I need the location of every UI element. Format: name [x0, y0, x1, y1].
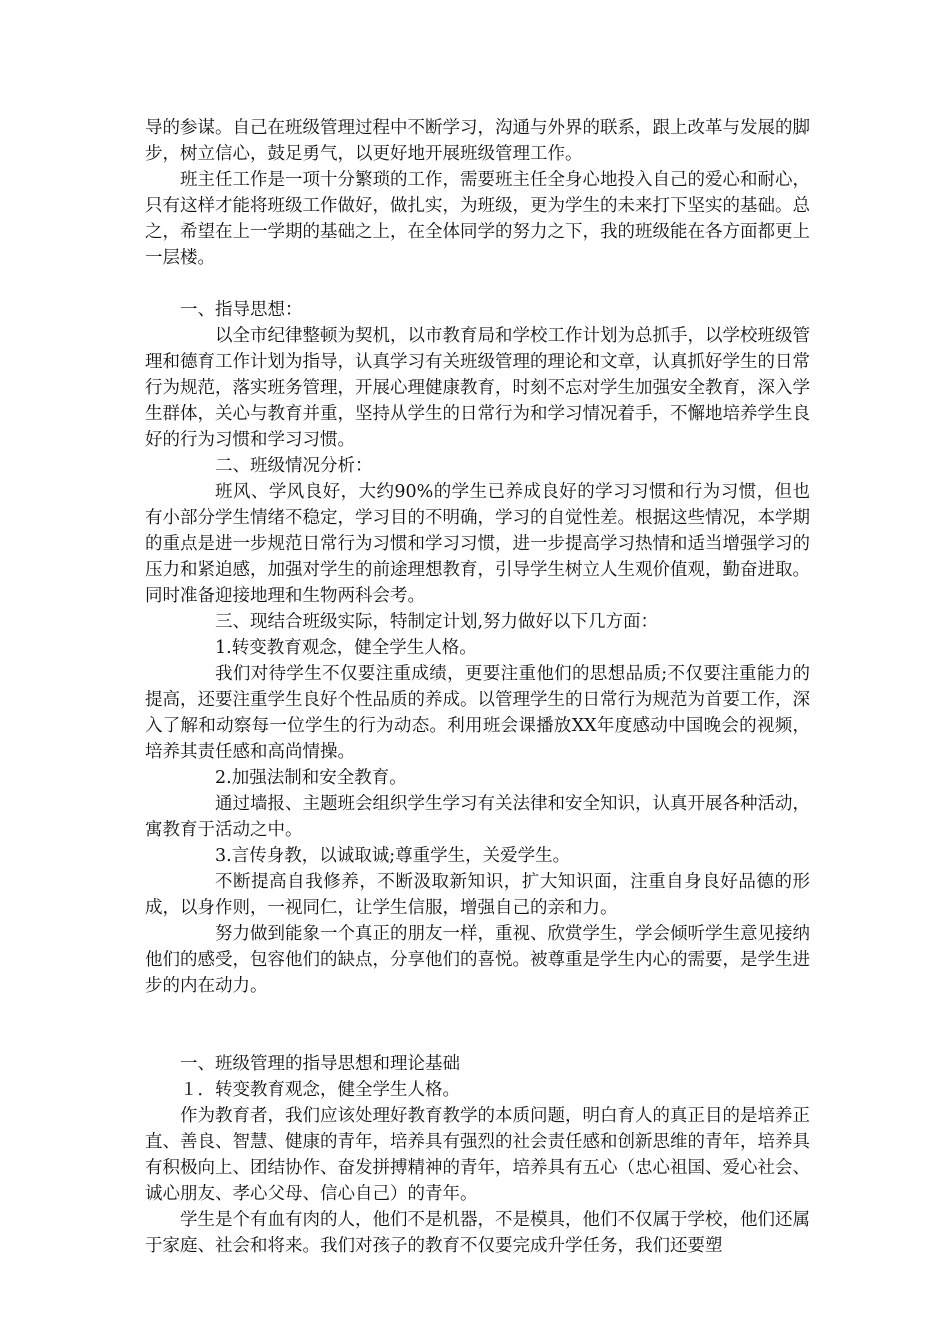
paragraph-educator: 作为教育者，我们应该处理好教育教学的本质问题，明白育人的真正目的是培养正直、善良、智慧、健康的青年，培养具有强烈的社会责任感和创新思维的青年，培养具有积极向上、团结协作、奋发拼搏精神的青年，培养具有五心（忠心祖国、爱心社会、诚心朋友、孝心父母、信心自己）的青年。 [145, 1106, 810, 1204]
paragraph-item-3-continued: 努力做到能象一个真正的朋友一样，重视、欣赏学生，学会倾听学生意见接纳他们的感受，包容他们的缺点，分享他们的喜悦。被尊重是学生内心的需要，是学生进步的内在动力。 [145, 924, 810, 996]
paragraph-item-1: 我们对待学生不仅要注重成绩，更要注重他们的思想品质;不仅要注重能力的提高，还要注重学生良好个性品质的养成。以管理学生的日常行为规范为首要工作，深入了解和动察每一位学生的行为动态。利用班会课播放XX年度感动中国晚会的视频，培养其责任感和高尚情操。 [145, 664, 810, 762]
list-item-heading-change-concept: １．转变教育观念，健全学生人格。 [180, 1080, 460, 1100]
paragraph-gap [145, 999, 810, 1051]
paragraph-summary: 班主任工作是一项十分繁琐的工作，需要班主任全身心地投入自己的爱心和耐心，只有这样才能将班级工作做好，做扎实，为班级，更为学生的未来打下坚实的基础。总之，希望在上一学期的基础之上，在全体同学的努力之下，我的班级能在各方面都更上一层楼。 [145, 170, 810, 268]
paragraph-continuation: 导的参谋。自己在班级管理过程中不断学习，沟通与外界的联系，跟上改革与发展的脚步，树立信心，鼓足勇气，以更好地开展班级管理工作。 [145, 118, 810, 164]
document-body [145, 115, 810, 1259]
paragraph-students: 学生是个有血有肉的人，他们不是机器，不是模具，他们不仅属于学校，他们还属于家庭、社会和将来。我们对孩子的教育不仅要完成升学任务，我们还要塑 [145, 1210, 810, 1256]
list-item-heading-1: 1.转变教育观念，健全学生人格。 [215, 638, 477, 658]
paragraph-class-analysis: 班风、学风良好，大约90%的学生已养成良好的学习习惯和行为习惯，但也有小部分学生情绪不稳定，学习目的不明确，学习的自觉性差。根据这些情况，本学期的重点是进一步规范日常行为习惯和学习习惯，进一步提高学习热情和适当增强学习的压力和紧迫感，加强对学生的前途理想教育，引导学生树立人生观价值观，勤奋进取。同时准备迎接地理和生物两科会考。 [145, 482, 810, 606]
paragraph-item-3: 不断提高自我修养，不断汲取新知识，扩大知识面，注重自身良好品德的形成，以身作则，一视同仁，让学生信服，增强自己的亲和力。 [145, 872, 810, 918]
section-heading-plan: 三、现结合班级实际，特制定计划,努力做好以下几方面： [215, 612, 659, 632]
paragraph-item-2: 通过墙报、主题班会组织学生学习有关法律和安全知识，认真开展各种活动，寓教育于活动之中。 [145, 794, 810, 840]
list-item-heading-3: 3.言传身教，以诚取诚;尊重学生，关爱学生。 [215, 846, 571, 866]
list-item-heading-2: 2.加强法制和安全教育。 [215, 768, 407, 788]
section-heading-guiding-thought: 一、指导思想： [180, 300, 303, 320]
section-heading-management-theory: 一、班级管理的指导思想和理论基础 [180, 1054, 460, 1074]
section-heading-class-analysis: 二、班级情况分析： [215, 456, 373, 476]
paragraph-guiding-thought: 以全市纪律整顿为契机，以市教育局和学校工作计划为总抓手，以学校班级管理和德育工作计划为指导，认真学习有关班级管理的理论和文章，认真抓好学生的日常行为规范，落实班务管理，开展心理健康教育，时刻不忘对学生加强安全教育，深入学生群体，关心与教育并重，坚持从学生的日常行为和学习情况着手，不懈地培养学生良好的行为习惯和学习习惯。 [145, 326, 810, 450]
paragraph-gap [145, 271, 810, 297]
